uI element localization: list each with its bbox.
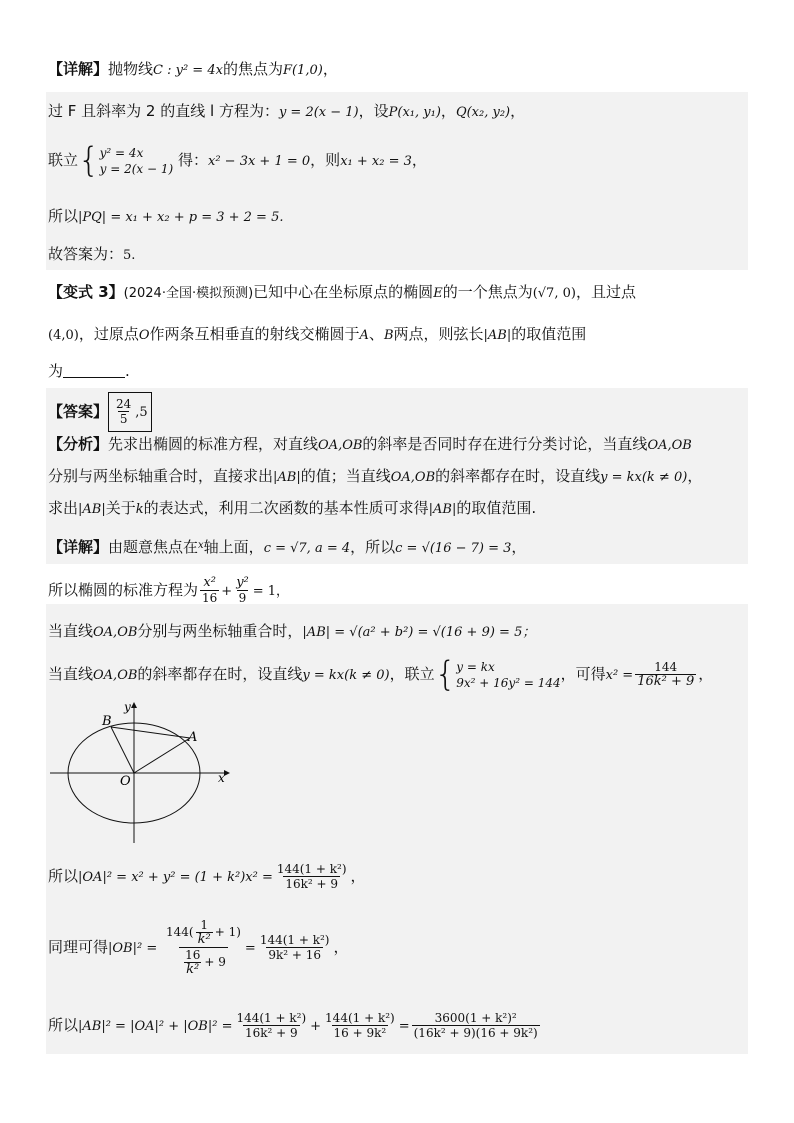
ray-ob: [111, 727, 134, 773]
label-o: O: [120, 774, 131, 789]
oa-squared-line: 所以|OA|² = x² + y² = (1 + k²)x² = $\frac{\text{144(1 + k²)}}{\text{16k² + 9}}$ ，: [48, 862, 366, 891]
ellipse-equation-line: 所以椭圆的标准方程为 $\frac{\text{x²}}{16}$ + $\frac{\text{y²}}{9}$ = 1，: [48, 575, 290, 605]
ray-oa: [134, 738, 190, 773]
answer-blank: [63, 363, 125, 378]
axis-case-line: 当直线OA,OB分别与两坐标轴重合时，|AB| = √(a² + b²) = √(16 + 9) = 5；: [48, 622, 536, 640]
ob-fraction: 144( $\frac{1}{\text{k²}}$ + 1) $\frac{16}{\text{k²}}$ + 9: [166, 918, 241, 977]
analysis-line-3: 求出|AB|关于k的表达式，利用二次函数的基本性质可求得|AB|的取值范围.: [48, 499, 537, 517]
brace: {: [78, 140, 100, 181]
solution-line-1: 【详解】抛物线C : y² = 4x的焦点为F(1,0)，: [48, 60, 338, 78]
detail-label: 【详解】: [48, 538, 109, 556]
equation-system: y² = 4x y = 2(x − 1): [99, 145, 174, 176]
label-x: x: [218, 771, 225, 785]
answer-line: [48, 392, 152, 432]
answer-label: 【答案】: [48, 402, 109, 421]
answer-interval: $\frac{24}{5}$ ,5: [108, 392, 152, 432]
y-axis-arrow: [131, 702, 137, 708]
question-line-1: 【变式 3】(2024·全国·模拟预测)已知中心在坐标原点的椭圆E的一个焦点为(√7, 0)，且过点: [48, 283, 636, 301]
ab-squared-line: 所以|AB|² = |OA|² + |OB|² = $\frac{\text{144(1 + k²)}}{\text{16k² + 9}}$ + $\frac{\text{144(1 + k²)}}{\text{16 + 9k²}}$ = $\frac{\text{3600(1 + k²)²}}{\text{(16k² + 9)(16 + 9k²)}}$: [48, 1011, 538, 1040]
analysis-line-2: 分别与两坐标轴重合时，直接求出|AB|的值；当直线OA,OB的斜率都存在时，设直线y = kx(k ≠ 0)，: [48, 467, 703, 485]
label-y: y: [124, 700, 131, 714]
variant-label: 【变式 3】: [48, 283, 124, 301]
question-line-2: (4,0)，过原点O作两条互相垂直的射线交椭圆于A、B两点，则弦长|AB|的取值范围: [48, 325, 587, 343]
detail-label: 【详解】: [48, 60, 109, 78]
solution-line-5: 故答案为：5.: [48, 245, 136, 263]
label-b: B: [102, 714, 112, 729]
label-a: A: [188, 730, 198, 745]
ellipse-figure: [48, 700, 238, 850]
chord-ab: [111, 727, 190, 738]
analysis-label: 【分析】: [48, 435, 109, 453]
x-axis-arrow: [224, 770, 230, 776]
detail-line-1: 【详解】由题意焦点在$^x$轴上面，c = √7, a = 4，所以c = √(16 − 7) = 3，: [48, 538, 527, 556]
ob-squared-line: 同理可得|OB|² = 144( $\frac{1}{\text{k²}}$ + 1) $\frac{16}{\text{k²}}$ + 9 = $\frac{\text{144(1 + k²)}}{\text{9k² + 16}}$ ，: [48, 918, 349, 977]
solution-line-4: 所以|PQ| = x₁ + x₂ + p = 3 + 2 = 5.: [48, 207, 284, 225]
analysis-line-1: 【分析】先求出椭圆的标准方程，对直线OA,OB的斜率是否同时存在进行分类讨论，当直线OA,OB: [48, 435, 692, 453]
solution-line-3: 联立{ y² = 4x y = 2(x − 1) 得：x² − 3x + 1 = 0，则x₁ + x₂ = 3，: [48, 140, 427, 181]
equation-system: y = kx 9x² + 16y² = 144: [456, 659, 561, 690]
solution-line-2: 过 F 且斜率为 2 的直线 l 方程为：y = 2(x − 1)，设P(x₁, y₁)，Q(x₂, y₂)，: [48, 102, 526, 120]
question-line-3: 为 .: [48, 362, 130, 380]
slope-case-line: 当直线OA,OB的斜率都存在时，设直线y = kx(k ≠ 0)，联立{ y = kx 9x² + 16y² = 144 ，可得x² = $\frac{144}{\text{16k² + 9}}$ ，: [48, 654, 714, 695]
brace: {: [434, 654, 457, 695]
